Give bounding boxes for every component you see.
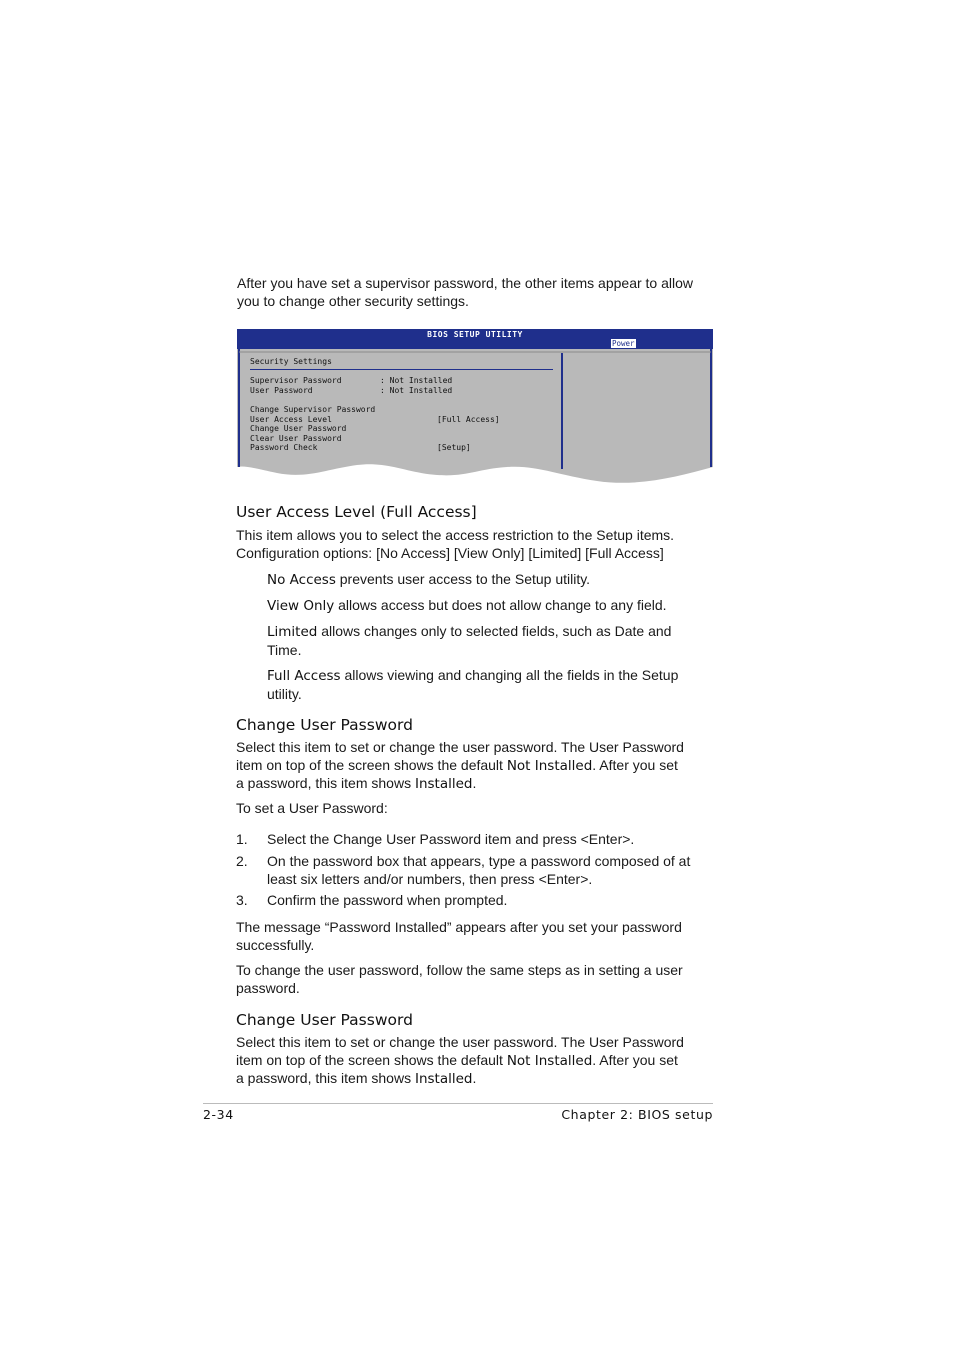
step-text-line-1: On the password box that appears, type a password composed of at [267,853,691,869]
bios-row-value: : Not Installed [380,386,453,395]
bios-row-value: : Not Installed [380,376,453,385]
term-full-access: Full Access [267,668,341,684]
option-text: allows changes only to selected fields, such as Date and [317,623,672,639]
option-text: allows viewing and changing all the fields in the Setup [340,667,679,683]
step-number: 2. [236,853,248,869]
desc-line-2 [236,1052,684,1071]
desc-line-1: This item allows you to select the access restriction to the Setup items. [236,527,675,543]
option-text: allows access but does not allow change to any field. [334,597,667,613]
step-text: Confirm the password when prompted. [267,892,508,908]
term-not-installed: Not Installed [506,1052,593,1069]
user-access-level-heading: User Access Level (Full Access] [236,503,477,521]
bios-title-bar [237,329,713,349]
change-user-password-heading-2: Change User Password [236,1011,413,1029]
tochange-line-2: password. [236,979,300,996]
page-number: 2-34 [203,1107,234,1122]
bios-divider [250,369,553,370]
bios-section-title: Security Settings [250,357,332,366]
text-run: item on top of the screen shows the default [236,1051,507,1068]
option-limited [267,623,671,659]
bios-row-value: [Setup] [437,443,471,452]
intro-paragraph [237,275,693,310]
step-text: Select the Change User Password item and press <Enter>. [267,831,635,847]
steps-intro: To set a User Password: [236,800,388,816]
option-text: prevents user access to the Setup utility. [335,571,591,587]
desc-line-1: Select this item to set or change the user password. The User Password [236,1034,684,1050]
bios-row-value: [Full Access] [437,415,500,424]
option-text-2: Time. [267,641,302,658]
bios-row-user-password [250,386,313,396]
term-installed: Installed [414,1071,473,1087]
password-installed-message [236,919,682,954]
text-run: . After you set [592,756,678,773]
text-run: . After you set [592,1051,678,1068]
desc-line-2: Configuration options: [No Access] [View Only] [Limited] [Full Access] [236,544,664,561]
step-text [267,853,690,888]
desc-line-1: Select this item to set or change the user password. The User Password [236,739,684,755]
msg-line-1: The message “Password Installed” appears after you set your password [236,919,682,935]
term-no-access: No Access [267,572,336,588]
change-user-password-desc-2 [236,1034,684,1089]
term-not-installed: Not Installed [506,757,593,774]
desc-line-2 [236,757,684,776]
term-view-only: View Only [267,598,335,614]
text-run: item on top of the screen shows the default [236,756,507,773]
text-run: a password, this item shows [236,1070,415,1086]
bios-row-label: Change Supervisor Password [250,405,376,414]
option-text-2: utility. [267,685,302,702]
option-full-access [267,667,678,703]
bios-row-label: Password Check [250,443,318,452]
chapter-title: Chapter 2: BIOS setup [561,1107,713,1122]
text-run: a password, this item shows [236,775,415,791]
term-limited: Limited [267,624,318,640]
footer-divider [203,1103,713,1104]
change-user-password-desc [236,739,684,794]
bios-row-label: Supervisor Password [250,376,342,385]
to-change-paragraph [236,962,683,997]
term-installed: Installed [414,776,473,792]
step-number: 3. [236,892,248,908]
option-no-access [267,571,590,590]
user-access-level-desc [236,527,674,562]
bios-row-supervisor-password [250,376,342,386]
desc-line-3 [236,775,684,794]
bios-row-change-supervisor-password [250,405,375,415]
bios-row-label: Clear User Password [250,434,342,443]
bios-tab-power: Power [612,339,635,348]
msg-line-2: successfully. [236,936,315,953]
change-user-password-heading: Change User Password [236,716,413,734]
text-run: . [472,775,477,791]
step-text-line-2: least six letters and/or numbers, then press <Enter>. [267,870,593,887]
bios-row-label: User Access Level [250,415,332,424]
desc-line-3 [236,1070,684,1089]
intro-line-1: After you have set a supervisor password, the other items appear to allow [237,275,694,291]
bios-title: BIOS SETUP UTILITY [427,330,523,339]
bios-row-change-user-password [250,424,346,434]
text-run: . [472,1070,477,1086]
step-number: 1. [236,831,248,847]
bios-row-label: User Password [250,386,313,395]
tochange-line-1: To change the user password, follow the same steps as in setting a user [236,962,683,978]
option-view-only [267,597,667,616]
bios-row-label: Change User Password [250,424,347,433]
intro-line-2: you to change other security settings. [237,292,469,309]
bios-screen [237,349,713,485]
bios-row-password-check [250,443,317,453]
